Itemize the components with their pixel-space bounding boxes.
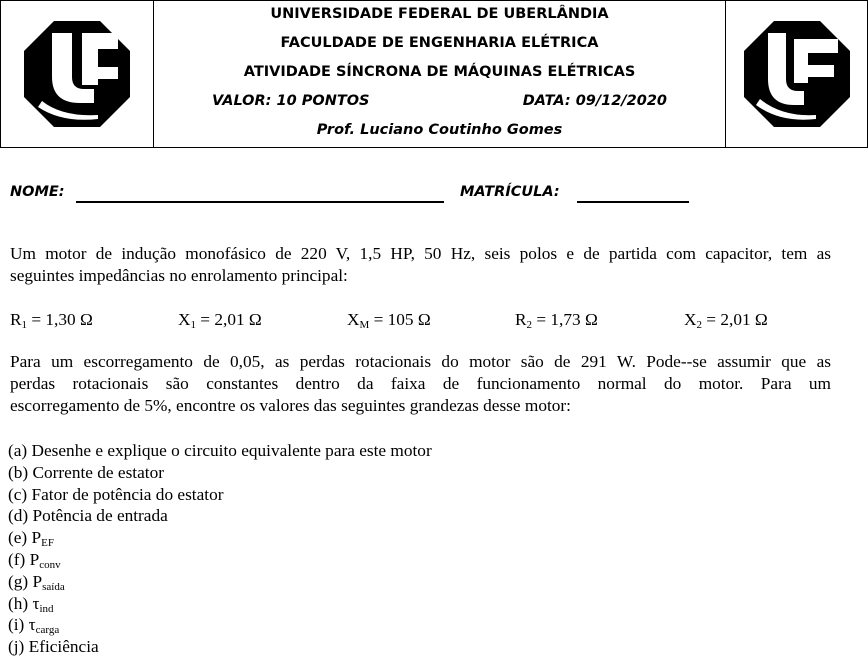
ufu-logo-icon [22,19,132,129]
student-info-row [10,184,868,206]
matricula-label: MATRÍCULA: [460,184,560,200]
question-list [8,440,432,658]
question-item-e: (e) $P_{EF}$ [8,528,54,550]
faculty-name: FACULDADE DE ENGENHARIA ELÉTRICA [280,35,599,51]
question-item-d: (d) Potência de entrada [8,506,168,526]
question-item-h: (h) $\tau_{ind}$ [8,593,54,615]
feelt-logo-icon [742,19,852,129]
document-header [0,0,868,148]
question-item-a: (a) Desenhe e explique o circuito equivalente para este motor [8,441,432,460]
intro-line-1: Um motor de indução monofásico de 220 V, 1,5 HP, 50 Hz, seis polos e de partida com capacitor, tem as [10,244,831,263]
feelt-logo-right [726,1,867,147]
impedance-r2: $R_2 = 1,73$ Ω [515,310,598,331]
valor-data-row [154,88,725,117]
professor-name: Prof. Luciano Coutinho Gomes [316,122,563,138]
date-label: DATA: 09/12/2020 [522,93,667,109]
impedance-x1: $X_1 = 2,01$ Ω [178,310,262,331]
matricula-field-line[interactable] [577,201,689,203]
question-item-j: (j) Eficiência [8,637,99,657]
impedance-list [10,310,850,334]
university-name: UNIVERSIDADE FEDERAL DE UBERLÂNDIA [270,6,609,22]
conditions-line-2: perdas rotacionais são constantes dentro da faixa de funcionamento normal do motor. Para um [10,374,831,393]
problem-conditions [10,351,831,417]
name-label: NOME: [10,184,65,200]
impedance-r1: $R_1 = 1,30$ Ω [10,310,93,331]
question-item-b: (b) Corrente de estator [8,462,164,482]
question-item-g: (g) $P_{saída}$ [8,571,65,593]
impedance-x2: $X_2 = 2,01$ Ω [684,310,768,331]
intro-line-2: seguintes impedâncias no enrolamento principal: [10,266,348,285]
impedance-xm: $X_M = 105$ Ω [347,310,431,331]
conditions-line-3: escorregamento de 5%, encontre os valores das seguintes grandezas desse motor: [10,396,571,415]
conditions-line-1: Para um escorregamento de 0,05, as perdas rotacionais do motor são de 291 W. Pode--se assumir que as [10,352,831,371]
name-field-line[interactable] [76,201,444,203]
ufu-logo-left [1,1,153,147]
problem-intro [10,243,831,287]
question-item-c: (c) Fator de potência do estator [8,484,224,504]
question-item-i: (i) $\tau_{carga}$ [8,615,60,637]
header-title-block [153,1,726,147]
question-item-f: (f) $P_{conv}$ [8,549,61,571]
activity-title: ATIVIDADE SÍNCRONA DE MÁQUINAS ELÉTRICAS [243,64,636,80]
valor-label: VALOR: 10 PONTOS [212,93,370,109]
